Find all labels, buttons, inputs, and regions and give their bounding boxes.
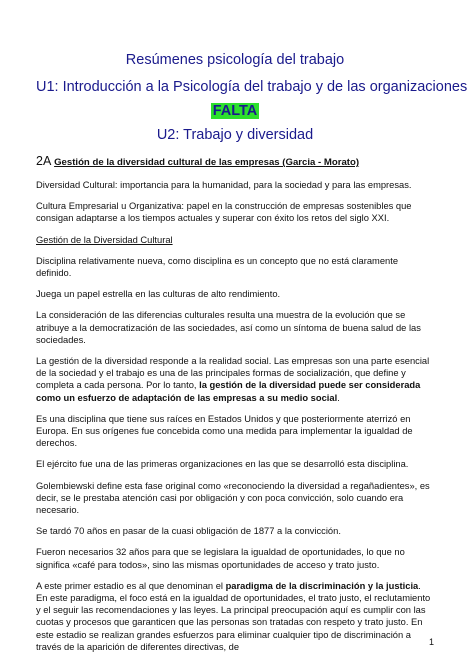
paragraph-golembiewski: Golembiewski define esta fase original como «reconociendo la diversidad a regañadientes», es decir, se le prestaba atención casi por obligación y con poca convicción, solo cuando era necesario. [36,480,430,516]
section-heading [36,154,434,170]
paragraph-realidad-social-end: . [337,392,340,403]
document-title: Resúmenes psicología del trabajo [125,52,345,68]
paragraph-ejercito: El ejército fue una de las primeras organizaciones en las que se desarrolló esta disciplina. [36,459,409,470]
paragraph-papel-estrella: Juega un papel estrella en las culturas de alto rendimiento. [36,289,281,300]
paragraph-32-anos: Fueron necesarios 32 años para que se legislara la igualdad de oportunidades, lo que no significa «café para todos», sino las mismas oportunidades de acceso y trato justo. [36,547,405,570]
paragraph-realidad-social [36,355,434,404]
paragraph-paradigma-text: A este primer estadio es al que denominan el [36,580,226,591]
paragraph-diferencias-culturales: La consideración de las diferencias culturales resulta una muestra de la evolución que se atribuye a la democratización de las sociedades, así como un síntoma de buena salud de las sociedades. [36,310,421,345]
section-number: 2A [36,154,55,168]
falta-row [36,102,434,120]
paragraph-cultura-empresarial: Cultura Empresarial u Organizativa: papel en la construcción de empresas sostenibles que consigan adaptarse a los tiempos actuales y superar con éxito los retos del siglo XXI. [36,201,412,224]
paragraph-disciplina: Disciplina relativamente nueva, como disciplina es un concepto que no está claramente definido. [36,255,399,279]
unit-2-heading: U2: Trabajo y diversidad [156,127,314,143]
subheading-gestion-diversidad: Gestión de la Diversidad Cultural [36,234,173,245]
paragraph-paradigma-rest: . En este paradigma, el foco está en la igualdad de oportunidades, el trato justo, el reclutamiento y el seguir las recomendaciones y las leyes. La principal preocupación aquí es cumplir con las cuotas y procesos que garanticen que las personas son tratadas con respeto y trato justo. En este estadio se realizan grandes esfuerzos para eliminar cualquier tipo de discriminación a través de la aparición de diferentes directivas, de [36,580,431,652]
falta-highlight: FALTA [212,103,258,119]
unit-1-heading: U1: Introducción a la Psicología del trabajo y de las organizaciones [36,79,468,95]
paragraph-realidad-social-bold: la gestión de la diversidad puede ser considerada como un esfuerzo de adaptación de las empresas a su medio social [36,380,421,403]
paragraph-paradigma-bold: paradigma de la discriminación y la justicia [225,580,419,591]
paragraph-diversidad-cultural: Diversidad Cultural: importancia para la humanidad, para la sociedad y para las empresas. [36,180,412,190]
page-number: 1 [428,637,434,647]
paragraph-estados-unidos: Es una disciplina que tiene sus raíces en Estados Unidos y que posteriormente aterrizó en Europa. En sus orígenes fue concebida como una medida para implementar la igualdad de derechos. [36,413,413,449]
paragraph-70-anos: Se tardó 70 años en pasar de la cuasi obligación de 1877 a la convicción. [36,526,341,537]
section-title: Gestión de la diversidad cultural de las empresas (Garcia - Morato) [54,157,360,168]
paragraph-realidad-social-text: La gestión de la diversidad responde a la realidad social. Las empresas son una parte esencial de la sociedad y el trabajo es una de las principales formas de socialización, que define y completa a cada persona. Por lo tanto, [36,356,430,391]
paragraph-paradigma [36,580,434,653]
